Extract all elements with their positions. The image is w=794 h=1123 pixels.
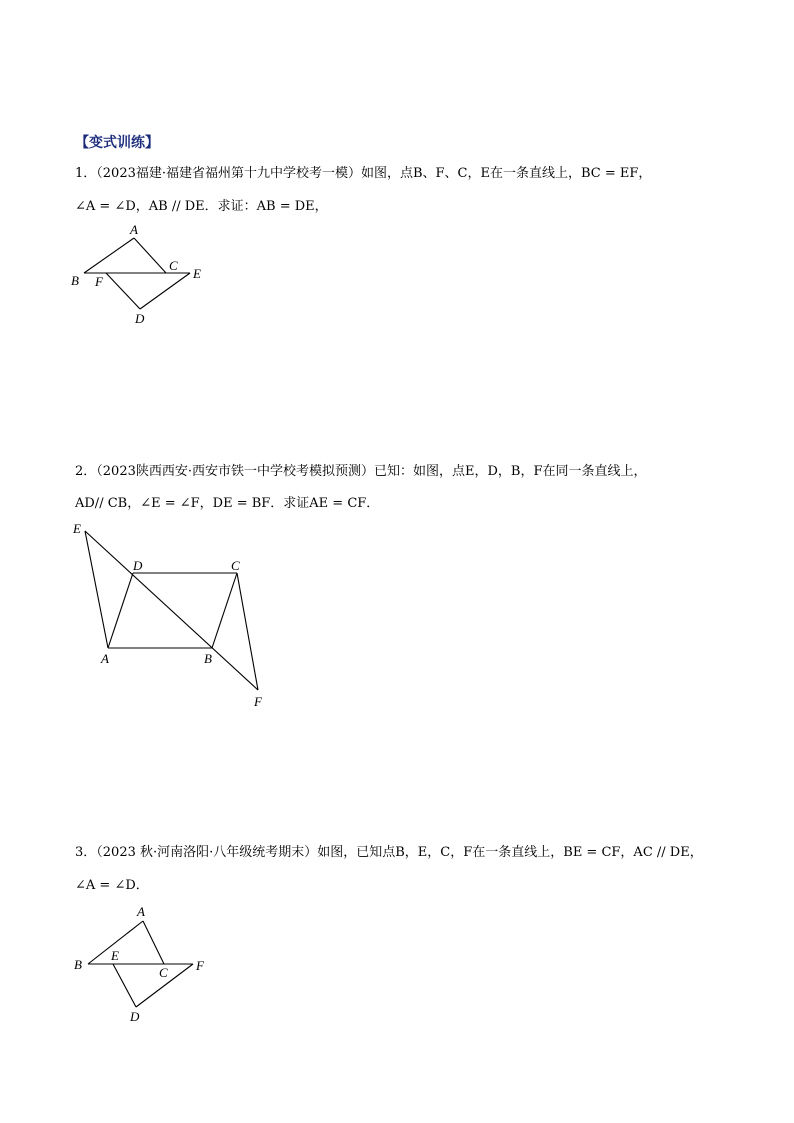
fig3-label-f: F xyxy=(196,958,204,973)
fig1-label-e: E xyxy=(193,266,201,281)
fig3-label-e: E xyxy=(111,948,119,963)
problem-1-line-2: ∠A = ∠D，AB // DE．求证：AB = DE， xyxy=(75,199,328,214)
fig3-segment-ed xyxy=(113,964,136,1007)
problem-2-line-1: 2．（2023陕西西安·西安市铁一中学校考模拟预测）已知：如图，点E，D，B，F在同一条直线上， xyxy=(75,464,647,479)
fig3-label-a: A xyxy=(137,904,145,919)
fig2-label-b: B xyxy=(204,651,212,666)
fig3-label-b: B xyxy=(74,957,82,972)
fig2-label-a: A xyxy=(101,651,109,666)
problem-3-line-1: 3．（2023 秋·河南洛阳·八年级统考期末）如图，已知点B，E，C，F在一条直线上，BE = CF，AC // DE， xyxy=(75,845,703,860)
fig2-label-f: F xyxy=(254,694,262,709)
fig3-label-d: D xyxy=(130,1009,140,1024)
problem-2-line-2: AD// CB，∠E = ∠F，DE = BF．求证AE = CF． xyxy=(75,496,380,511)
fig1-label-f: F xyxy=(95,274,103,289)
fig3-label-c: C xyxy=(159,965,168,980)
fig3-segment-ac xyxy=(143,921,164,964)
fig2-label-d: D xyxy=(133,558,143,573)
fig1-label-a: A xyxy=(130,222,138,237)
fig1-label-b: B xyxy=(71,273,79,288)
fig2-label-e: E xyxy=(73,521,81,536)
fig1-label-d: D xyxy=(135,311,145,326)
fig1-label-c: C xyxy=(169,258,178,273)
problem-3-line-2: ∠A = ∠D． xyxy=(75,878,149,893)
problem-1-line-1: 1．（2023福建·福建省福州第十九中学校考一模）如图，点B、F、C，E在一条直线上，BC = EF， xyxy=(75,166,652,181)
section-title: 【变式训练】 xyxy=(75,135,159,151)
fig2-label-c: C xyxy=(231,558,240,573)
